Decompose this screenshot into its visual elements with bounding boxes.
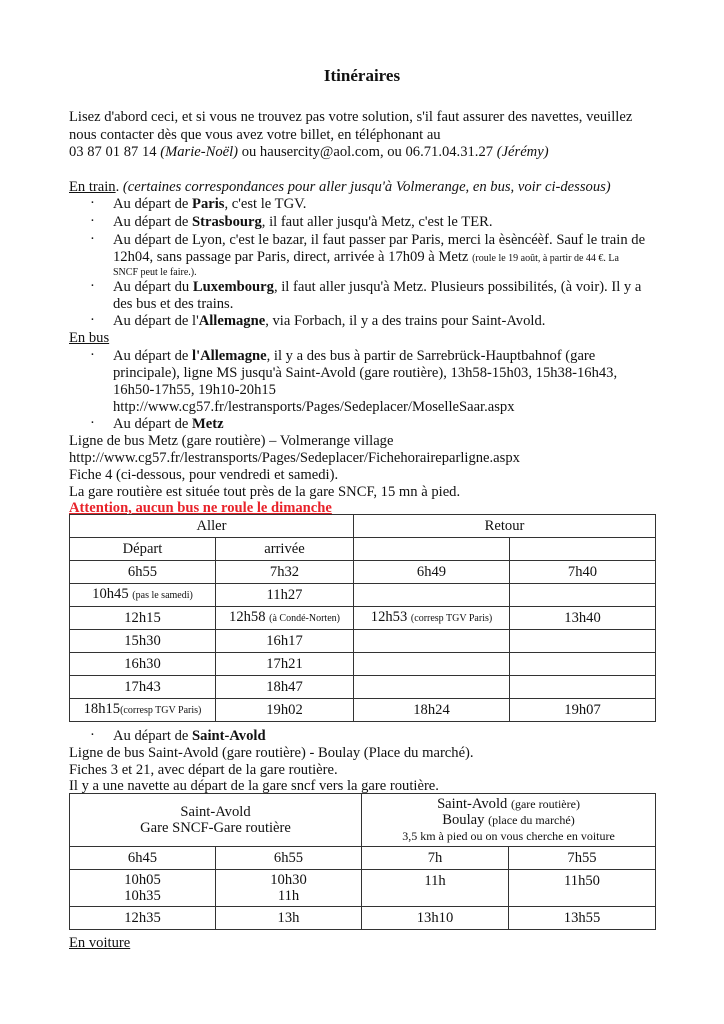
train-paris: Au départ de Paris, c'est le TGV. [113,196,307,212]
bus-allemagne-3: 16h50-17h55, 19h10-20h15 [113,382,276,398]
train-allemagne: Au départ de l'Allemagne, via Forbach, il y a des trains pour Saint-Avold. [113,313,546,329]
table-row [70,699,656,722]
table-row [70,847,656,870]
table-cell: 6h55 [216,847,362,870]
bullet: · [90,213,95,229]
bullet: · [90,312,95,328]
table-cell: 11h50 [509,870,656,907]
intro-contact-line [69,143,549,161]
table-cell: 7h32 [216,561,354,584]
intro-line-1: Lisez d'abord ceci, et si vous ne trouvez pas votre solution, s'il faut assurer des navettes, veuillez [69,109,633,125]
table-cell: 7h55 [509,847,656,870]
arrivee-header: arrivée [216,538,354,561]
table-cell: 12h15 [70,607,216,630]
table-cell: 18h24 [354,699,510,722]
table-cell [510,538,656,561]
table-cell: 13h55 [509,907,656,930]
table-cell [354,676,510,699]
table-cell: 13h10 [362,907,509,930]
table-cell: 6h49 [354,561,510,584]
bus-heading: En bus [69,330,110,346]
header-saint-avold-sncf: Saint-Avold Gare SNCF-Gare routière [70,794,362,847]
table-cell [510,653,656,676]
table-cell: 16h17 [216,630,354,653]
bus-allemagne-link[interactable]: http://www.cg57.fr/lestransports/Pages/Sedeplacer/MoselleSaar.aspx [113,399,515,415]
table-row [70,630,656,653]
bullet: · [90,347,95,363]
contact-mid: ou hausercity@aol.com, ou 06.71.04.31.27 [241,144,494,160]
table-cell: 18h47 [216,676,354,699]
table-cell: 13h40 [510,607,656,630]
bullet: · [90,195,95,211]
table-cell: 12h58 (à Condé-Norten) [216,607,354,630]
bus-metz-line-3: Fiche 4 (ci-dessous, pour vendredi et samedi). [69,467,339,483]
aller-header: Aller [70,515,354,538]
table-row [70,870,656,907]
table-cell: 7h [362,847,509,870]
table-row [70,653,656,676]
table-cell: 11h [362,870,509,907]
saint-avold-line-3: Il y a une navette au départ de la gare sncf vers la gare routière. [69,778,439,794]
train-luxembourg-1: Au départ du Luxembourg, il faut aller jusqu'à Metz. Plusieurs possibilités, (à voir). Il y a [113,279,642,295]
table-cell: 16h30 [70,653,216,676]
table-cell: 19h07 [510,699,656,722]
sunday-warning: Attention, aucun bus ne roule le dimanche [69,500,332,516]
table-row [70,538,656,561]
table-cell: 6h55 [70,561,216,584]
contact-name-1: (Marie-Noël) [160,144,239,160]
table-cell [510,630,656,653]
train-strasbourg: Au départ de Strasbourg, il faut aller jusqu'à Metz, c'est le TER. [113,214,493,230]
table-row [70,561,656,584]
table-cell: 7h40 [510,561,656,584]
table-cell [354,538,510,561]
table-cell: 10h45 (pas le samedi) [70,584,216,607]
table-cell: 17h21 [216,653,354,676]
bus-allemagne-1: Au départ de l'Allemagne, il y a des bus à partir de Sarrebrück-Hauptbahnof (gare [113,348,596,364]
table-cell: 11h27 [216,584,354,607]
retour-header: Retour [354,515,656,538]
table-cell: 10h30 11h [216,870,362,907]
table-cell [354,653,510,676]
table-row [70,794,656,847]
header-saint-avold-boulay: Saint-Avold (gare routière) Boulay (place du marché) 3,5 km à pied ou on vous cherche en voiture [362,794,656,847]
table-cell: 13h [216,907,362,930]
bus-allemagne-2: principale), ligne MS jusqu'à Saint-Avold (gare routière), 13h58-15h03, 15h38-16h43, [113,365,618,381]
train-lyon-1: Au départ de Lyon, c'est le bazar, il faut passer par Paris, merci la èsèncéèf. Sauf le train de [113,232,646,248]
bullet: · [90,278,95,294]
table-cell [354,584,510,607]
bullet: · [90,231,95,247]
bus-metz-line-1: Ligne de bus Metz (gare routière) – Volmerange village [69,433,394,449]
train-heading: En train [69,179,116,195]
table-cell [510,676,656,699]
train-heading-line: En train. (certaines correspondances pour aller jusqu'à Volmerange, en bus, voir ci-dessous) [69,179,611,195]
table-row [70,515,656,538]
table-cell: 19h02 [216,699,354,722]
table-row [70,607,656,630]
bus-metz-link[interactable]: http://www.cg57.fr/lestransports/Pages/Sedeplacer/Fichehoraireparligne.aspx [69,450,520,466]
train-lyon-3: SNCF peut le faire.). [113,267,197,278]
bullet: · [90,727,95,743]
saint-avold-line-1: Ligne de bus Saint-Avold (gare routière) - Boulay (Place du marché). [69,745,474,761]
phone-1: 03 87 01 87 14 [69,144,157,160]
bus-saint-avold: Au départ de Saint-Avold [113,728,266,744]
bus-metz: Au départ de Metz [113,416,224,432]
table-row [70,584,656,607]
bus-metz-line-4: La gare routière est située tout près de la gare SNCF, 15 mn à pied. [69,484,461,500]
table-row [70,907,656,930]
table-cell [510,584,656,607]
table-cell: 15h30 [70,630,216,653]
table-cell: 12h53 (corresp TGV Paris) [354,607,510,630]
train-luxembourg-2: des bus et des trains. [113,296,234,312]
depart-header: Départ [70,538,216,561]
table-cell: 12h35 [70,907,216,930]
metz-timetable [69,514,656,722]
train-note: (certaines correspondances pour aller jusqu'à Volmerange, en bus, voir ci-dessous) [122,179,611,195]
table-row [70,676,656,699]
page-title: Itinéraires [323,66,401,85]
saint-avold-line-2: Fiches 3 et 21, avec départ de la gare routière. [69,762,338,778]
bullet: · [90,415,95,431]
table-cell [354,630,510,653]
contact-name-2: (Jérémy) [496,144,549,160]
intro-line-2: nous contacter dès que vous avez votre billet, en téléphonant au [69,127,441,143]
table-cell: 6h45 [70,847,216,870]
car-heading: En voiture [69,935,131,951]
table-cell: 17h43 [70,676,216,699]
table-cell: 10h05 10h35 [70,870,216,907]
train-lyon-2: 12h04, sans passage par Paris, direct, arrivée à 17h09 à Metz (roule le 19 août, à partir de 44 €. La [113,249,619,265]
saint-avold-timetable [69,793,656,930]
table-cell: 18h15(corresp TGV Paris) [70,699,216,722]
